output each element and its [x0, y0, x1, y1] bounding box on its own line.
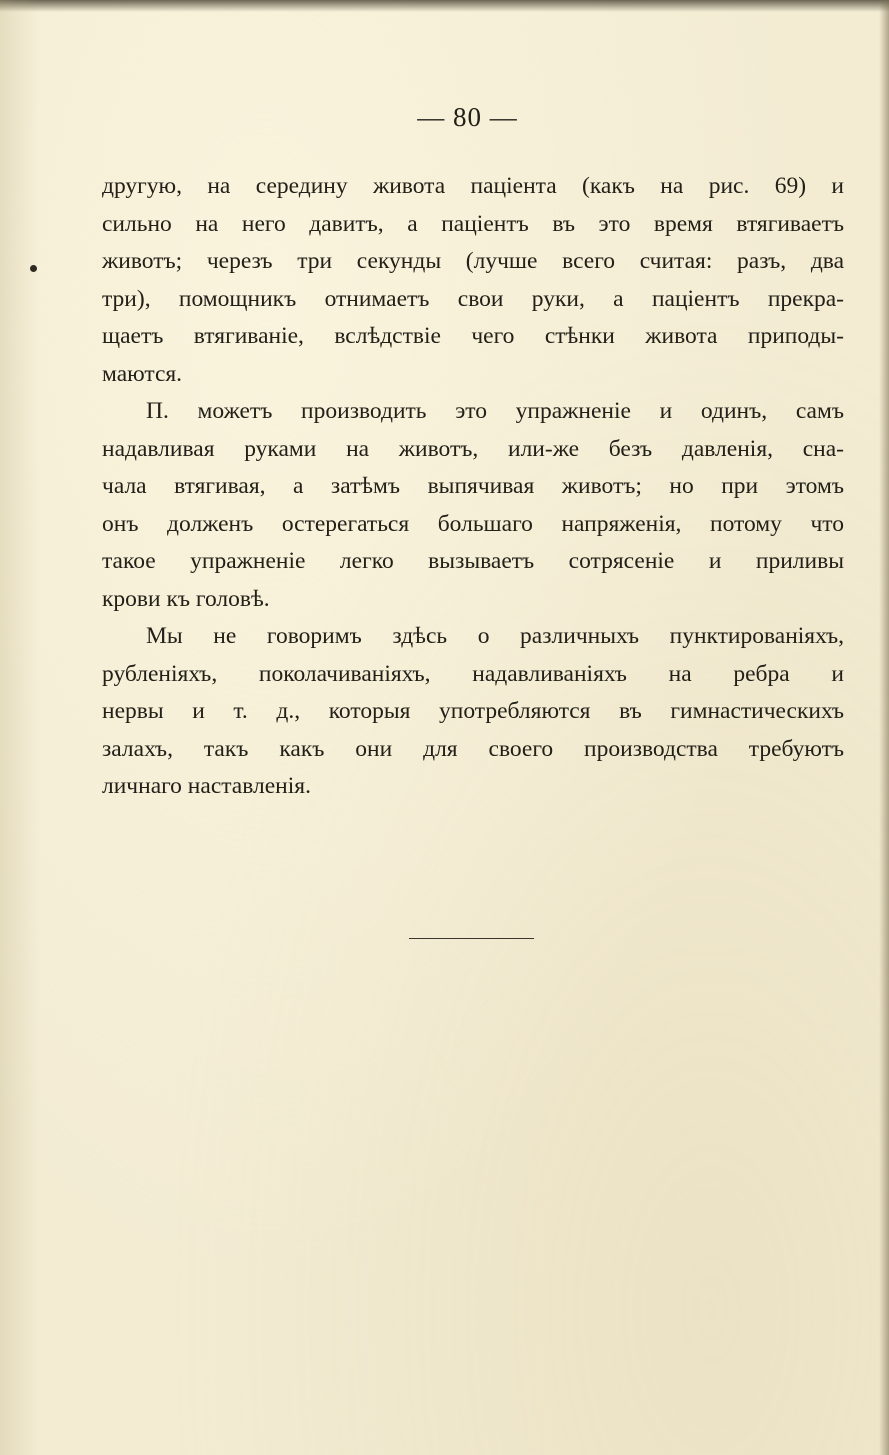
- text-line: животъ; черезъ три секунды (лучше всего считая: разъ, два: [102, 248, 844, 274]
- text-line: три), помощникъ отнимаетъ свои руки, а паціентъ прекра-: [102, 285, 844, 312]
- body-text: [102, 168, 844, 806]
- text-line: личнаго наставленія.: [102, 773, 311, 799]
- text-line: надавливая руками на животъ, или-же безъ давленія, сна-: [102, 435, 844, 462]
- text-line: Мы не говоримъ здѣсь о различныхъ пунктированіяхъ,: [146, 623, 844, 649]
- text-line: маются.: [102, 360, 183, 387]
- text-line: онъ долженъ остерегаться большаго напряженія, потому что: [102, 510, 844, 537]
- text-line: сильно на него давитъ, а паціентъ въ это время втягиваетъ: [102, 210, 844, 237]
- text-line: щаетъ втягиваніе, вслѣдствіе чего стѣнки живота приподы-: [102, 323, 844, 349]
- ink-dot-mark: [30, 265, 37, 272]
- paragraph-3: [102, 618, 844, 806]
- section-end-rule: [409, 938, 534, 939]
- text-line: П. можетъ производить это упражненіе и одинъ, самъ: [146, 398, 844, 424]
- paragraph-2: [102, 393, 844, 618]
- text-line: чала втягивая, а затѣмъ выпячивая животъ; но при этомъ: [102, 473, 844, 499]
- text-line: нервы и т. д., которыя употребляются въ гимнастическихъ: [102, 698, 844, 724]
- page-right-edge: [879, 0, 889, 1455]
- text-line: другую, на середину живота паціента (какъ на рис. 69) и: [102, 173, 844, 199]
- paragraph-1: [102, 168, 844, 393]
- page-top-edge: [0, 0, 889, 12]
- text-line: такое упражненіе легко вызываетъ сотрясеніе и приливы: [102, 548, 844, 574]
- text-line: рубленіяхъ, поколачиваніяхъ, надавливаніяхъ на ребра и: [102, 660, 844, 687]
- page-number: — 80 —: [417, 102, 518, 132]
- page-left-shade: [0, 0, 40, 1455]
- text-line: крови къ головѣ.: [102, 585, 270, 612]
- text-line: залахъ, такъ какъ они для своего производства требуютъ: [102, 735, 844, 762]
